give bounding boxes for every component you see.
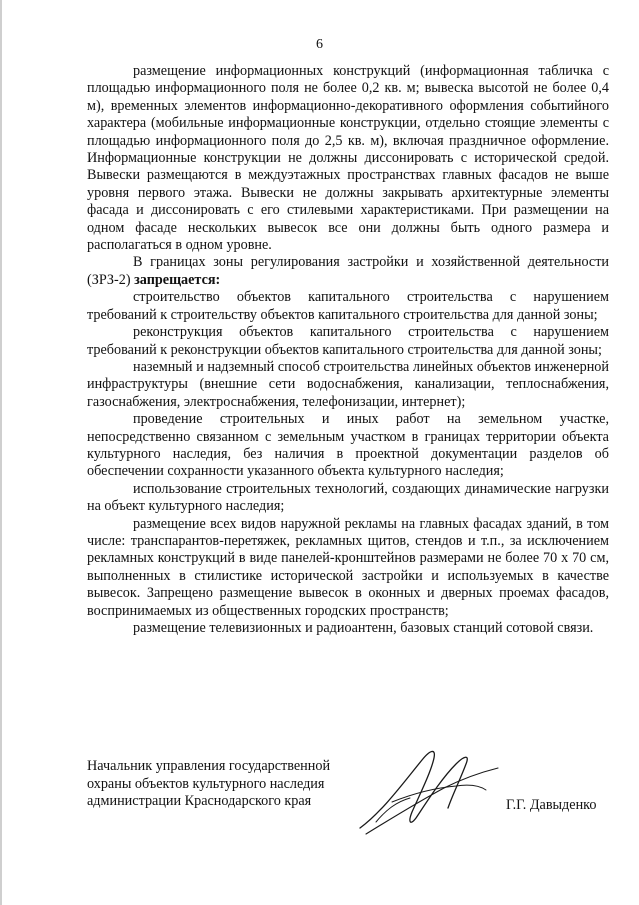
zone-intro-paragraph — [87, 254, 609, 289]
signatory-title — [87, 758, 330, 811]
prohibition-item: использование строительных технологий, создающих динамические нагрузки на объект культурного наследия; — [87, 480, 609, 515]
page-number: 6 — [316, 37, 323, 52]
signatory-title-line: Начальник управления государственной — [87, 758, 331, 774]
zone-intro-bold: запрещается: — [134, 271, 221, 288]
page-left-edge — [0, 0, 2, 905]
prohibition-item: строительство объектов капитального строительства с нарушением требований к строительству объектов капитального строительства для данной зоны; — [87, 289, 609, 323]
prohibition-item: наземный и надземный способ строительства линейных объектов инженерной инфраструктуры (внешние сети водоснабжения, канализации, теплоснабжения, газоснабжения, электроснабжения, телефонизации, интернет); — [87, 358, 609, 410]
prohibition-item: размещение телевизионных и радиоантенн, базовых станций сотовой связи. — [133, 620, 594, 636]
prohibition-item: размещение всех видов наружной рекламы на главных фасадах зданий, в том числе: транспарантов-перетяжек, рекламных щитов, стендов и т.п., за исключением рекламных конструкций в виде панелей-кронштейнов размерами не более 70 х 70 см, выполненных в стилистике исторической застройки и используемых в качестве вывесок. Запрещено размещение вывесок в оконных и дверных проемах фасадов, воспринимаемых из общественных городских пространств; — [87, 515, 609, 619]
zone-intro-text: В границах зоны регулирования застройки и хозяйственной деятельности (ЗРЗ-2) — [87, 254, 609, 288]
signatory-title-line: охраны объектов культурного наследия — [87, 775, 325, 792]
handwritten-signature — [352, 742, 502, 842]
signatory-name: Г.Г. Давыденко — [506, 797, 597, 813]
prohibition-item: проведение строительных и иных работ на земельном участке, непосредственно связанном с земельным участком в границах территории объекта культурного наследия, без наличия в проектной документации разделов об обеспечении сохранности указанного объекта культурного наследия; — [87, 411, 609, 480]
signatory-title-line: администрации Краснодарского края — [87, 793, 312, 810]
document-body — [87, 63, 609, 637]
prohibition-item: реконструкция объектов капитального строительства с нарушением требований к реконструкции объектов капитального строительства для данной зоны; — [87, 324, 609, 358]
paragraph-signage: размещение информационных конструкций (информационная табличка с площадью информационного поля не более 0,2 кв. м; вывеска высотой не более 0,4 м), временных элементов информационно-декоративного оформления событийного характера (мобильные информационные конструкции, отдельно стоящие элементы с площадью информационного поля до 2,5 кв. м), включая праздничное оформление. Информационные конструкции не должны диссонировать с исторической средой. Вывески размещаются в междуэтажных пространствах главных фасадов не выше уровня первого этажа. Вывески не должны закрывать архитектурные элементы фасада и диссонировать с его стилевыми характеристиками. При размещении на одном фасаде нескольких вывесок все они должны быть одного размера и располагаться в одном уровне. — [87, 63, 609, 254]
